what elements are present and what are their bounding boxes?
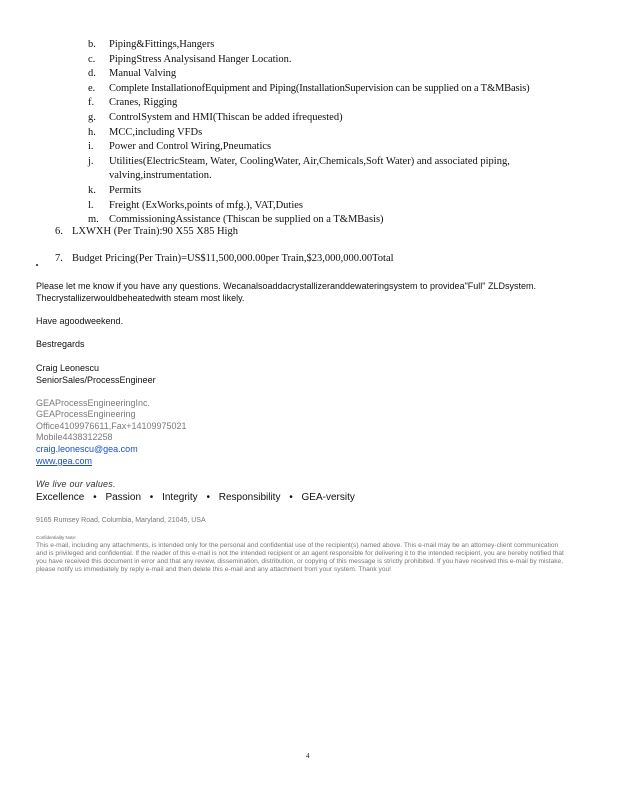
company-name-inc: GEAProcessEngineeringInc.: [36, 398, 151, 408]
list-item: m. CommissioningAssistance (Thiscan be supplied on a T&MBasis): [88, 214, 384, 226]
confidentiality-heading: Confidentiality Note:: [36, 535, 77, 540]
list-item: j. Utilities(ElectricSteam, Water, CoolingWater, Air,Chemicals,Soft Water) and associated piping, valving,instrumentation.: [88, 155, 510, 182]
page-number: 4: [306, 752, 310, 760]
confidentiality-notice: This e-mail, including any attachments, is intended only for the personal and confidential use of the recipient(s) named above. This e-mail may be an attorney-client communication and is privileged and confidential. If the reader of this e-mail is not the intended recipient or an agent responsible for delivering it to the intended recipient, you are hereby notified that you have received this document in error and that any review, dissemination, distribution, or copying of this message is strictly prohibited. If you have received this e-mail by mistake, please notify us immediately by reply e-mail and then delete this e-mail and any attachment from your system. Thank you!: [36, 542, 564, 573]
value-gea-versity: GEA-versity: [301, 492, 355, 503]
value-responsibility: Responsibility: [218, 492, 281, 503]
bullet-icon: •: [206, 492, 210, 503]
dimensions-item: 6. LXWXH (Per Train):90 X55 X85 High: [55, 226, 238, 237]
budget-pricing-item: 7. Budget Pricing(Per Train)=US$11,500,000.00per Train,$23,000,000.00Total: [55, 253, 394, 264]
body-paragraph: Please let me know if you have any questions. Wecanalsoaddacrystallizeranddewateringsystem to providea"Full" ZLDsystem. Thecrystallizerwouldbeheatedwith steam most likely.: [36, 281, 536, 303]
list-item: i. Power and Control Wiring,Pneumatics: [88, 141, 272, 153]
margin-mark: [36, 264, 38, 266]
list-item: d. Manual Valving: [88, 68, 177, 80]
value-excellence: Excellence: [36, 492, 85, 503]
value-passion: Passion: [105, 492, 142, 503]
list-item: e. Complete InstallationofEquipment and Piping(InstallationSupervision can be supplied on a T&MBasis): [88, 82, 530, 94]
company-name: GEAProcessEngineering: [36, 409, 136, 419]
sender-title: SeniorSales/ProcessEngineer: [36, 375, 156, 385]
closing-line: Have agoodweekend.: [36, 316, 124, 326]
list-item: h. MCC,including VFDs: [88, 126, 203, 138]
email-link[interactable]: craig.leonescu@gea.com: [36, 444, 138, 454]
postal-address: 9165 Rumsey Road, Columbia, Maryland, 21045, USA: [36, 517, 206, 524]
list-item: k. Permits: [88, 184, 142, 196]
office-phone: Office4109976611,Fax+14109975021: [36, 421, 187, 431]
sender-name: Craig Leonescu: [36, 363, 100, 373]
list-item: f. Cranes, Rigging: [88, 97, 178, 109]
bullet-icon: •: [289, 492, 293, 503]
value-integrity: Integrity: [162, 492, 198, 503]
list-item: l. Freight (ExWorks,points of mfg.), VAT,Duties: [88, 199, 303, 211]
list-item: b. Piping&Fittings,Hangers: [88, 39, 215, 50]
values-list: [36, 492, 355, 503]
list-item: g. ControlSystem and HMI(Thiscan be added ifrequested): [88, 111, 343, 123]
bullet-icon: •: [149, 492, 154, 503]
values-heading: We live our values.: [36, 479, 116, 489]
list-item: c. PipingStress Analysisand Hanger Location.: [88, 53, 292, 65]
mobile-phone: Mobile4438312258: [36, 432, 113, 442]
scope-sublist: [88, 38, 579, 228]
bullet-icon: •: [93, 492, 97, 503]
regards-line: Bestregards: [36, 339, 85, 349]
website-link[interactable]: www.gea.com: [36, 456, 93, 466]
